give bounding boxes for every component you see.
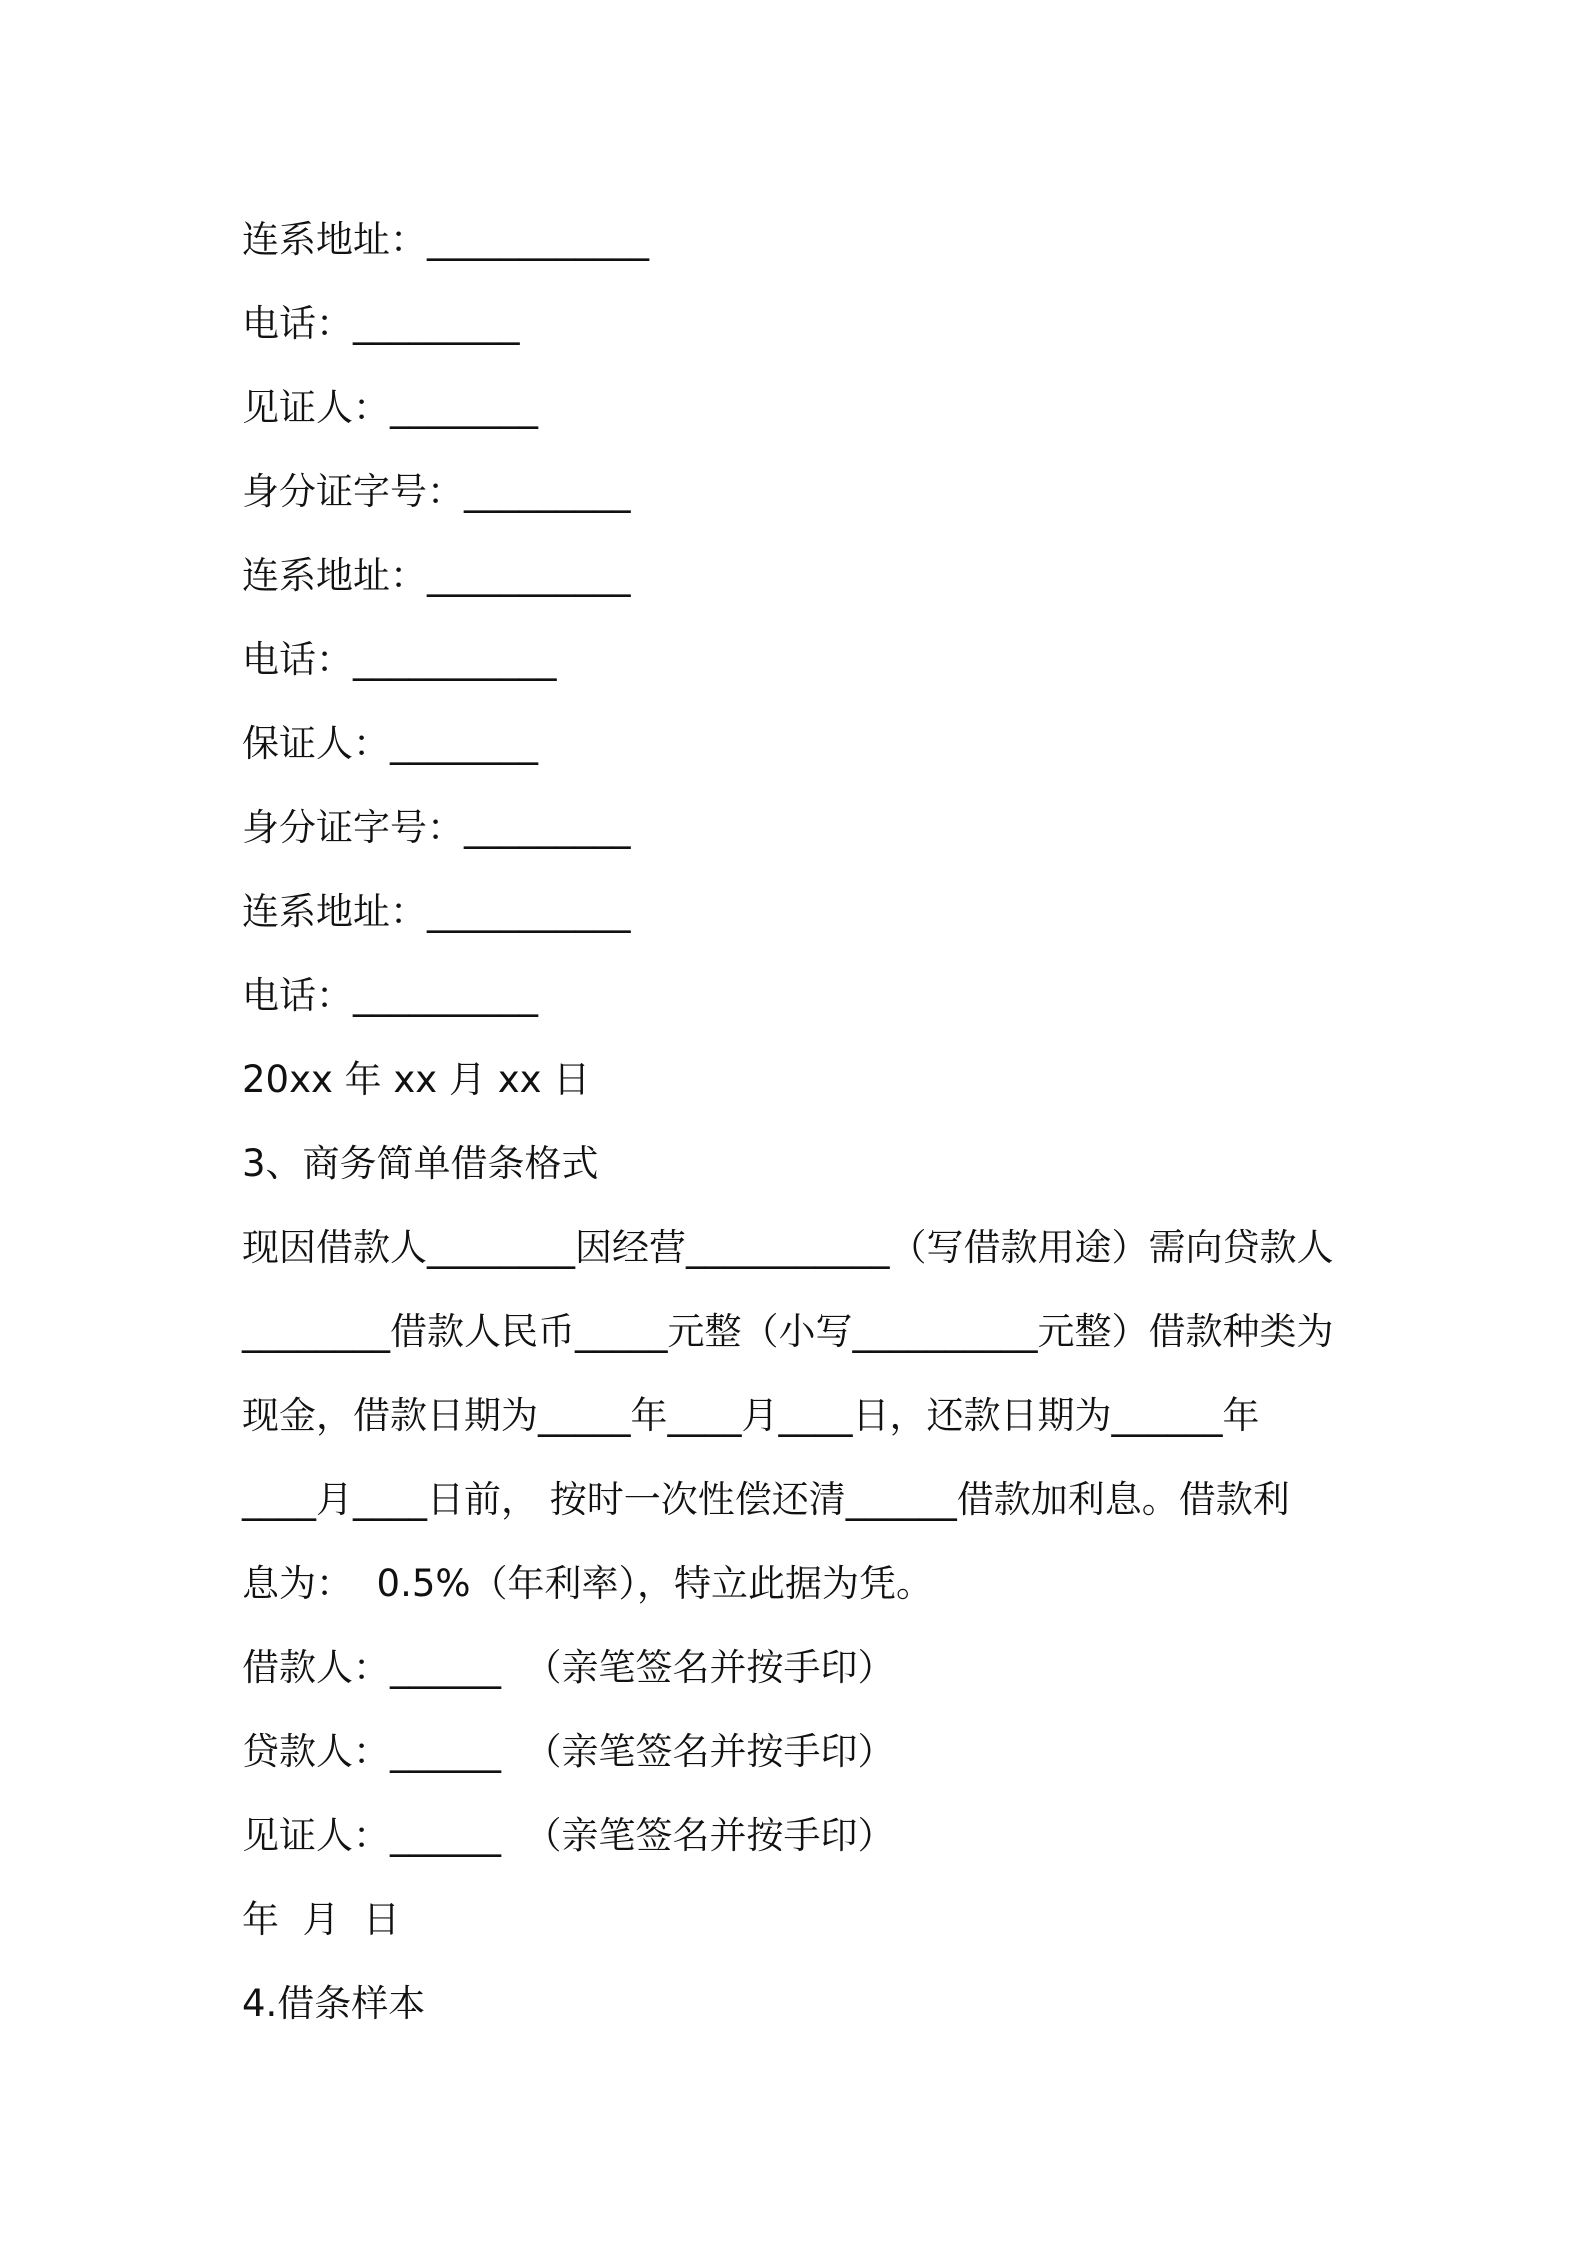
- phone-line-2: 电话：___________: [242, 638, 557, 681]
- paragraph-line-1: 现因借款人________因经营___________（写借款用途）需向贷款人: [242, 1226, 1334, 1269]
- phone-line-3: 电话：__________: [242, 974, 538, 1017]
- date-line: 20xx 年 xx 月 xx 日: [242, 1058, 591, 1101]
- id-number-line-2: 身分证字号：_________: [242, 806, 631, 849]
- paragraph-line-5: 息为： 0.5%（年利率），特立此据为凭。: [242, 1562, 934, 1605]
- witness-signature-line: 见证人：______ （亲笔签名并按手印）: [242, 1814, 895, 1857]
- lender-signature-line: 贷款人：______ （亲笔签名并按手印）: [242, 1730, 895, 1773]
- guarantor-line: 保证人：________: [242, 722, 538, 765]
- document-body: [242, 198, 1362, 2046]
- id-number-line-1: 身分证字号：_________: [242, 470, 631, 513]
- section-heading-4: 4.借条样本: [242, 1982, 426, 2025]
- witness-line: 见证人：________: [242, 386, 538, 429]
- blank-date-line: 年 月 日: [242, 1898, 401, 1941]
- paragraph-line-2: ________借款人民币_____元整（小写__________元整）借款种类为: [242, 1310, 1334, 1353]
- borrower-signature-line: 借款人：______ （亲笔签名并按手印）: [242, 1646, 895, 1689]
- contact-address-line-2: 连系地址：___________: [242, 554, 631, 597]
- paragraph-line-3: 现金，借款日期为_____年____月____日，还款日期为______年: [242, 1394, 1260, 1437]
- paragraph-line-4: ____月____日前， 按时一次性偿还清______借款加利息。借款利: [242, 1478, 1290, 1521]
- contact-address-line-3: 连系地址：___________: [242, 890, 631, 933]
- section-heading-3: 3、商务简单借条格式: [242, 1142, 599, 1185]
- phone-line-1: 电话：_________: [242, 302, 520, 345]
- contact-address-line-1: 连系地址：____________: [242, 218, 649, 261]
